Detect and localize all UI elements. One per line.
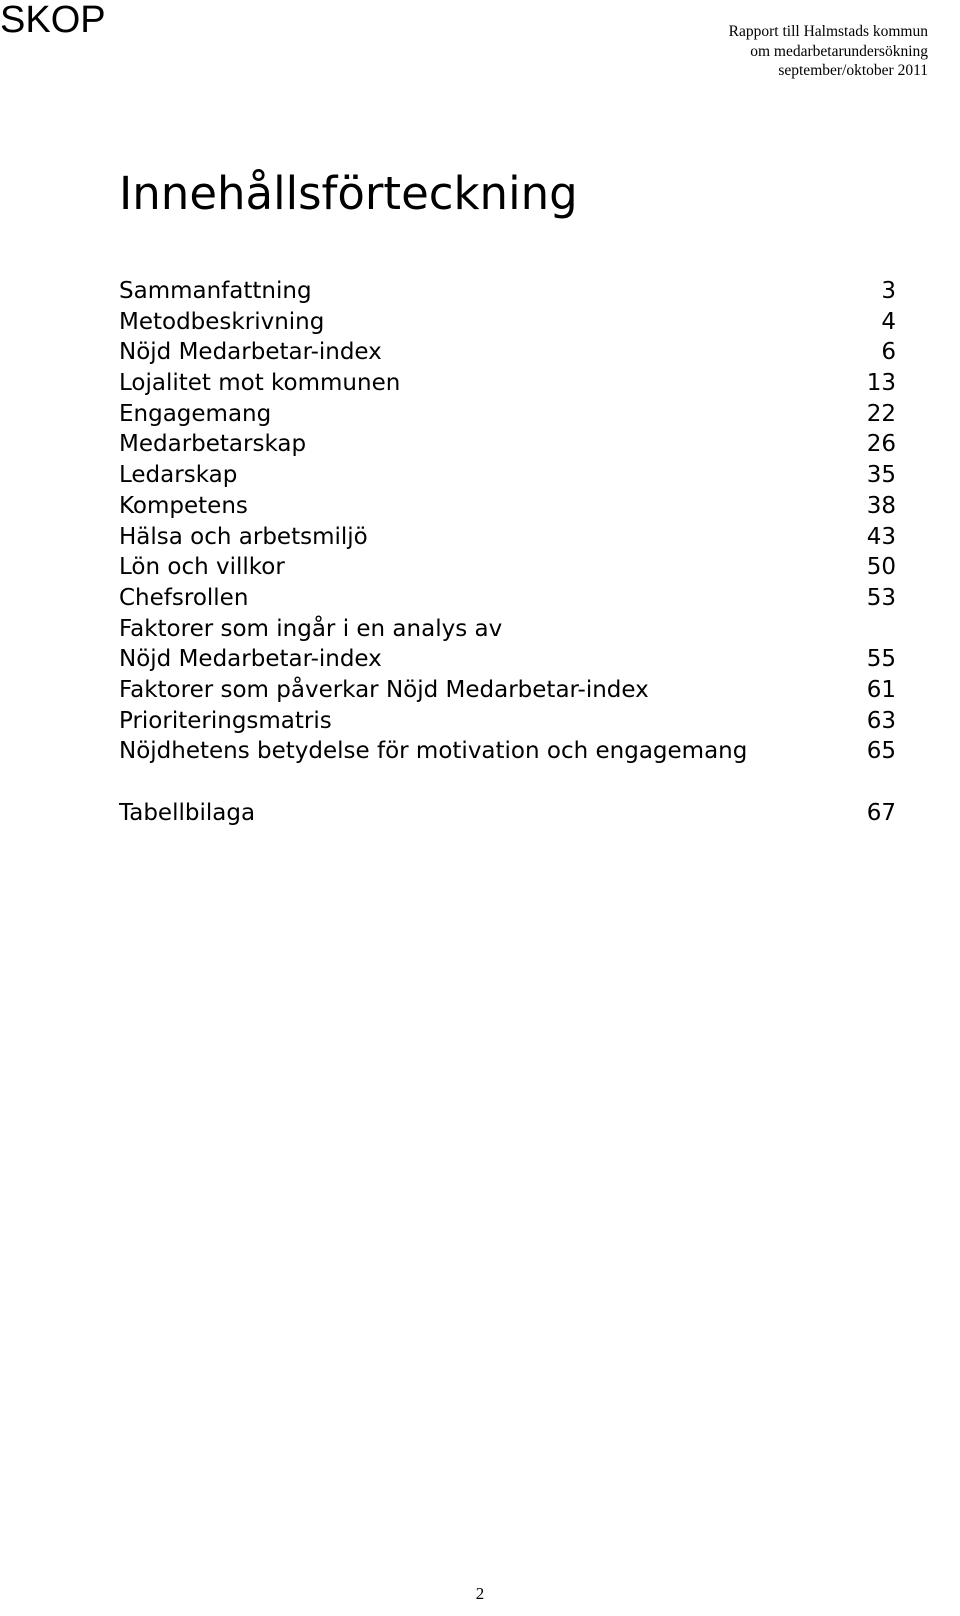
toc-entry-page: 38	[866, 492, 896, 519]
toc-entry-page: 6	[881, 339, 896, 366]
toc-entry[interactable]	[119, 522, 896, 553]
toc-title: Innehållsförteckning	[119, 167, 578, 220]
toc-entry-title: Metodbeskrivning	[119, 308, 325, 335]
toc-entry[interactable]	[119, 276, 896, 307]
toc-entry[interactable]	[119, 307, 896, 338]
toc-entry[interactable]	[119, 736, 896, 767]
toc-entry-page: 22	[866, 400, 896, 427]
toc-entry[interactable]	[119, 798, 896, 829]
toc-entry[interactable]	[119, 552, 896, 583]
toc-entry[interactable]	[119, 675, 896, 706]
skop-logo: SKOP	[0, 0, 106, 41]
table-of-contents	[119, 276, 896, 828]
toc-entry[interactable]	[119, 429, 896, 460]
toc-entry-title: Nöjd Medarbetar-index	[119, 339, 382, 366]
toc-entry-page: 35	[866, 462, 896, 489]
toc-entry-title: Lojalitet mot kommunen	[119, 370, 401, 397]
toc-entry-page: 26	[866, 431, 896, 458]
toc-entry-page: 13	[866, 370, 896, 397]
toc-entry-title: Medarbetarskap	[119, 431, 307, 458]
toc-entry-title: Sammanfattning	[119, 278, 312, 304]
toc-entry[interactable]	[119, 368, 896, 399]
toc-entry-page: 55	[866, 646, 896, 673]
toc-entry[interactable]	[119, 491, 896, 522]
toc-entry-page: 63	[866, 707, 896, 734]
toc-entry[interactable]	[119, 706, 896, 737]
toc-entry-title: Hälsa och arbetsmiljö	[119, 523, 368, 550]
toc-entry-title: Faktorer som påverkar Nöjd Medarbetar-index	[119, 676, 649, 703]
report-header-line-2: om medarbetarundersökning	[750, 42, 928, 60]
toc-entry[interactable]	[119, 583, 896, 614]
report-header	[729, 22, 928, 81]
toc-entry[interactable]	[119, 644, 896, 675]
toc-entry-page: 3	[881, 278, 896, 304]
page-number: 2	[475, 1584, 485, 1603]
toc-entry-page: 61	[866, 676, 896, 703]
toc-entry-title: Lön och villkor	[119, 554, 285, 581]
toc-entry-page: 67	[866, 799, 896, 826]
report-header-line-1: Rapport till Halmstads kommun	[728, 23, 928, 40]
toc-entry-page: 53	[866, 584, 896, 611]
toc-entry-title: Nöjd Medarbetar-index	[119, 646, 382, 673]
toc-entry-title: Tabellbilaga	[119, 799, 256, 826]
toc-entry[interactable]	[119, 460, 896, 491]
toc-entry-page: 50	[866, 554, 896, 581]
toc-entry[interactable]	[119, 614, 896, 645]
toc-entry-title: Kompetens	[119, 492, 248, 519]
toc-entry-title: Chefsrollen	[119, 584, 249, 611]
toc-entry-title: Nöjdhetens betydelse för motivation och engagemang	[119, 738, 748, 765]
toc-entry-title: Prioriteringsmatris	[119, 707, 332, 734]
toc-entry-page: 65	[866, 738, 896, 765]
toc-entry-page: 43	[866, 523, 896, 550]
toc-entry-title: Ledarskap	[119, 462, 238, 489]
report-header-line-3: september/oktober 2011	[778, 62, 928, 79]
toc-entry[interactable]	[119, 337, 896, 368]
toc-entry-title: Engagemang	[119, 400, 272, 427]
toc-entry[interactable]	[119, 399, 896, 430]
toc-entry-page: 4	[881, 308, 896, 335]
toc-entry-title: Faktorer som ingår i en analys av	[119, 615, 503, 642]
